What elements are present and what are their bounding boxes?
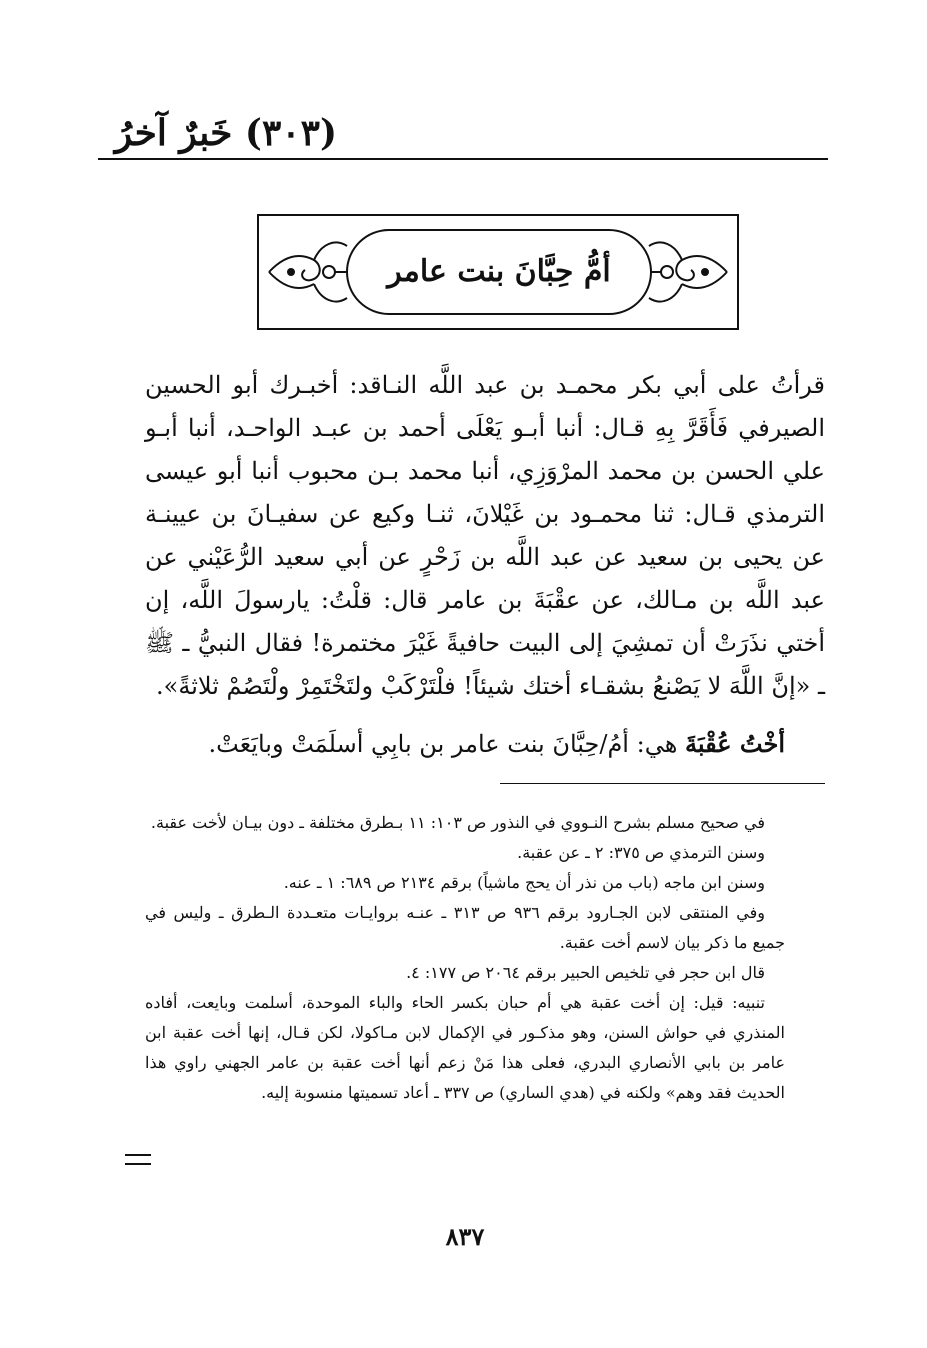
margin-mark	[125, 1154, 151, 1165]
footnotes	[145, 808, 785, 1108]
hadith-paragraph: قرأتُ على أبي بكر محمـد بن عبد اللَّه النـاقد: أخبـرك أبو الحسين الصيرفي فَأَقَرَّ بِهِ قـال: أنبا أبـو يَعْلَى أحمد بن عبـد الواحـد، أنبا أبـو علي الحسن بن محمد المرْوَزِي، أنبا محمد بـن محبوب أنبا أبو عيسى الترمذي قـال: ثنا محمـود بن غَيْلانَ، ثنـا وكيع عن سفيـانَ بن عيينـة عن يحيى بن سعيد عن عبد اللَّه بن زَحْرٍ عن أبي سعيد الرُّعَيْني عن عبد اللَّه بن مـالك، عن عقْبَةَ بن عامر قال: قلْتُ: يارسولَ اللَّه، إن أختي نذَرَتْ أن تمشِيَ إلى البيت حافيةً غَيْرَ مختمرة! فقال النبيُّ ـ ﷺ ـ «إنَّ اللَّهَ لا يَصْنعُ بشقـاء أختك شيئاً! فلْتَرْكَبْ ولتَخْتَمِرْ ولْتَصُمْ ثلاثةً».	[145, 371, 826, 700]
footnote-line: تنبيه: قيل: إن أخت عقبة هي أم حبان بكسر الحاء والباء الموحدة، أسلمت وبايعت، أفاده المنذري في حواش السنن، وهو مذكـور في الإكمال لابن مـاكولا، لكن قـال، إنها أخت عقبة ابن عامر بن بابي الأنصاري البدري، فعلى هذا مَنْ زعم أنها أخت عقبة بن عامر الجهني راوي هذا الحديث فقد وهم» ولكنه في (هدي الساري) ص ٣٣٧ ـ أعاد تسميتها منسوبة إليه.	[145, 993, 785, 1102]
footnote-divider	[500, 783, 825, 784]
right-ornament-icon	[649, 242, 727, 301]
footnote-line: وفي المنتقى لابن الجـارود برقم ٩٣٦ ص ٣١٣ ـ عنـه بروايـات متعـددة الـطرق ـ وليس في جميع ما ذكر بيان لاسم أخت عقبة.	[145, 903, 785, 952]
banner-title: أمُّ حِبَّانَ بنت عامر	[387, 254, 611, 289]
closing-rest: هي: أمُ/حِبَّانَ بنت عامر بن بابِي أسلَمَتْ وبايَعَتْ.	[208, 730, 678, 758]
title-banner	[257, 214, 739, 330]
header-divider	[98, 158, 828, 160]
closing-line	[145, 722, 825, 766]
section-title: (٣٠٣) خَبرٌ آخرُ	[114, 112, 337, 154]
footnote-line: وسنن الترمذي ص ٣٧٥: ٢ ـ عن عقبة.	[517, 843, 765, 862]
footnote-line: في صحيح مسلم بشرح النـووي في النذور ص ١٠٣: ١١ بـطرق مختلفة ـ دون بيـان لأخت عقبة.	[150, 813, 765, 832]
footnote-line: وسنن ابن ماجه (باب من نذر أن يحج ماشياً) برقم ٢١٣٤ ص ٦٨٩: ١ ـ عنه.	[283, 873, 765, 892]
page-number: ٨٣٧	[445, 1222, 485, 1251]
left-ornament-icon	[269, 242, 347, 301]
footnote-line: قال ابن حجر في تلخيص الحبير برقم ٢٠٦٤ ص ١٧٧: ٤.	[406, 963, 765, 982]
main-text	[145, 364, 825, 766]
closing-lead: أخْتُ عُقْبَةَ	[685, 729, 785, 758]
